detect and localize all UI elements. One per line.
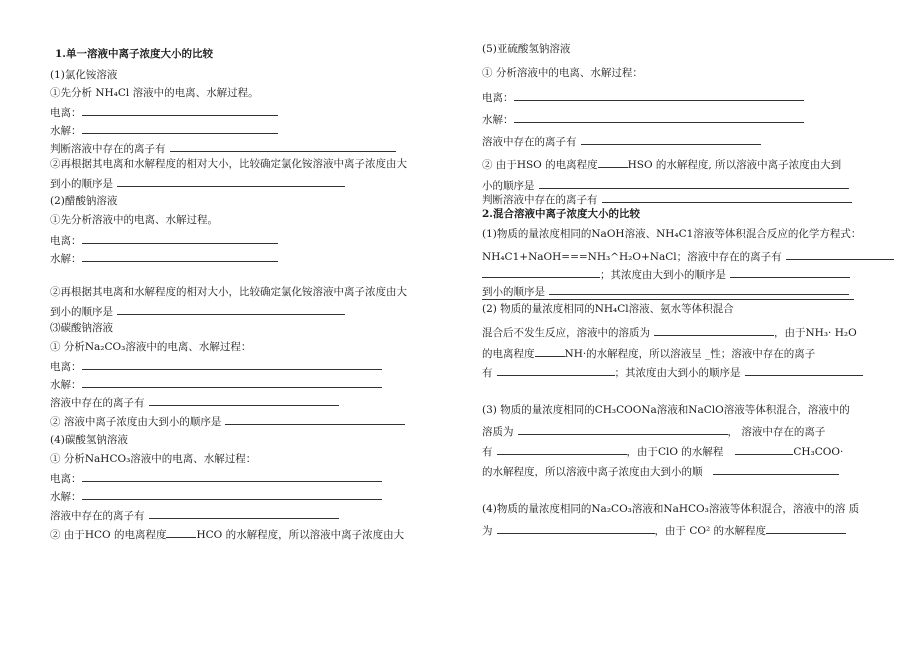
divider bbox=[482, 299, 854, 300]
item-5-step-1: ① 分析溶液中的电离、水解过程： bbox=[482, 67, 643, 79]
item-4-step-2-a: ② 由于HCO 的电离程度 bbox=[50, 529, 167, 541]
answer-blank[interactable] bbox=[654, 324, 774, 336]
ions-prompt: 判断溶液中存在的离子有 bbox=[482, 194, 598, 206]
section-1-heading: 1.单一溶液中离子浓度大小的比较 bbox=[55, 48, 213, 60]
item-5-ions-row bbox=[482, 133, 761, 149]
mix-1-question: (1)物质的量浓度相同的NaOH溶液、NH₄C1溶液等体积混合反应的化学方程式： bbox=[482, 228, 862, 240]
answer-blank[interactable] bbox=[82, 104, 278, 116]
mix-2-question: (2) 物质的量浓度相同的NH₄Cl溶液、氨水等体积混合 bbox=[482, 303, 734, 315]
item-4-ionization-row bbox=[50, 470, 382, 486]
mix-3-degree-row bbox=[482, 443, 843, 459]
mix-1-equation-row bbox=[482, 248, 894, 264]
item-1-title: (1)氯化铵溶液 bbox=[50, 69, 118, 81]
ions-prompt: 溶液中存在的离子有 bbox=[50, 397, 145, 409]
answer-blank[interactable] bbox=[497, 364, 615, 376]
answer-blank[interactable] bbox=[514, 111, 804, 123]
mix-3-solute-row bbox=[482, 423, 825, 439]
mix-1-order-prompt: ；其浓度由大到小的顺序是 bbox=[600, 269, 726, 281]
answer-blank[interactable] bbox=[598, 156, 628, 168]
item-2-title: (2)醋酸钠溶液 bbox=[50, 195, 118, 207]
answer-blank[interactable] bbox=[82, 358, 382, 370]
ionization-label: 电离： bbox=[50, 361, 82, 373]
item-5-ions-row-2 bbox=[482, 191, 852, 207]
answer-blank[interactable] bbox=[549, 283, 849, 295]
ions-prompt: 判断溶液中存在的离子有 bbox=[50, 143, 166, 155]
answer-blank[interactable] bbox=[82, 470, 382, 482]
order-prompt: ② 溶液中离子浓度由大到小的顺序是 bbox=[50, 416, 222, 428]
answer-blank[interactable] bbox=[166, 526, 196, 538]
answer-blank[interactable] bbox=[117, 303, 345, 315]
mix-1-order-row bbox=[482, 266, 850, 282]
answer-blank[interactable] bbox=[745, 364, 863, 376]
answer-blank[interactable] bbox=[82, 250, 278, 262]
mix-1-equation: NH₄C1+NaOH===NH₃^H₂O+NaCl；溶液中存在的离子有 bbox=[482, 251, 782, 263]
item-2-hydrolysis-row bbox=[50, 250, 278, 266]
mix-3-ions-prompt: ， 溶液中存在的离子 bbox=[727, 426, 826, 438]
ions-prompt: 溶液中存在的离子有 bbox=[50, 510, 145, 522]
answer-blank[interactable] bbox=[117, 175, 345, 187]
answer-blank[interactable] bbox=[497, 443, 627, 455]
item-1-hydrolysis-row bbox=[50, 122, 278, 138]
item-1-step-2: ②再根据其电离和水解程度的相对大小，比较确定氯化铵溶液中离子浓度由大 bbox=[50, 158, 407, 170]
item-1-ions-row bbox=[50, 140, 396, 156]
answer-blank[interactable] bbox=[149, 507, 339, 519]
item-2-ionization-row bbox=[50, 232, 278, 248]
hydrolysis-label: 水解： bbox=[50, 125, 82, 137]
answer-blank[interactable] bbox=[735, 443, 793, 455]
item-4-step-1: ① 分析NaHCO₃溶液中的电离、水解过程： bbox=[50, 453, 257, 465]
hydrolysis-label: 水解： bbox=[50, 253, 82, 265]
hydrolysis-label: 水解： bbox=[50, 491, 82, 503]
item-2-order-row bbox=[50, 303, 345, 319]
answer-blank[interactable] bbox=[514, 89, 804, 101]
answer-blank[interactable] bbox=[518, 423, 728, 435]
mix-3-order-row bbox=[482, 463, 839, 479]
order-prompt: 到小的顺序是 bbox=[50, 178, 113, 190]
answer-blank[interactable] bbox=[82, 122, 278, 134]
item-2-step-1: ①先分析溶液中的电离、水解过程。 bbox=[50, 214, 218, 226]
answer-blank[interactable] bbox=[766, 522, 846, 534]
order-prompt: 小的顺序是 bbox=[482, 180, 535, 192]
answer-blank[interactable] bbox=[581, 133, 761, 145]
answer-blank[interactable] bbox=[730, 266, 850, 278]
mix-2-ions-prompt: 有 bbox=[482, 367, 493, 379]
mix-2-solute-tail: ，由于NH₃· H₂O bbox=[774, 327, 857, 339]
hydrolysis-label: 水解： bbox=[482, 114, 514, 126]
mix-2-degree-row bbox=[482, 345, 815, 361]
item-3-ionization-row bbox=[50, 358, 382, 374]
section-2-heading: 2.混合溶液中离子浓度大小的比较 bbox=[482, 208, 640, 220]
answer-blank[interactable] bbox=[786, 248, 894, 260]
item-4-step-2-b: HCO 的水解程度，所以溶液中离子浓度由大 bbox=[196, 529, 405, 541]
item-5-hydrolysis-row bbox=[482, 111, 804, 127]
mix-3-degree-prompt: ，由于ClO 的水解程 bbox=[626, 446, 724, 458]
mix-3-question: (3) 物质的量浓度相同的CH₃COONa溶液和NaClO溶液等体积混合，溶液中的 bbox=[482, 404, 850, 416]
item-3-step-1: ① 分析Na₂CO₃溶液中的电离、水解过程： bbox=[50, 341, 252, 353]
answer-blank[interactable] bbox=[713, 463, 839, 475]
item-3-hydrolysis-row bbox=[50, 376, 382, 392]
mix-2-solute-row bbox=[482, 324, 857, 340]
mix-3-order-prompt: 的水解程度，所以溶液中离子浓度由大到小的顺 bbox=[482, 466, 703, 478]
mix-3-ions-lead: 有 bbox=[482, 446, 493, 458]
ionization-label: 电离： bbox=[482, 92, 514, 104]
item-2-step-2: ②再根据其电离和水解程度的相对大小，比较确定氯化铵溶液中离子浓度由大 bbox=[50, 286, 407, 298]
answer-blank[interactable] bbox=[497, 522, 655, 534]
answer-blank[interactable] bbox=[482, 266, 600, 278]
ions-prompt: 溶液中存在的离子有 bbox=[482, 136, 577, 148]
ionization-label: 电离： bbox=[50, 107, 82, 119]
answer-blank[interactable] bbox=[82, 376, 382, 388]
ionization-label: 电离： bbox=[50, 473, 82, 485]
item-1-step-1: ①先分析 NH₄Cl 溶液中的电离、水解过程。 bbox=[50, 87, 259, 99]
item-4-ions-row bbox=[50, 507, 339, 523]
item-4-title: (4)碳酸氢钠溶液 bbox=[50, 434, 128, 446]
mix-2-degree-prompt: 的电离程度 bbox=[482, 348, 535, 360]
item-5-step-2-row bbox=[482, 156, 841, 172]
item-1-order-row bbox=[50, 175, 345, 191]
mix-1-order-row-2 bbox=[482, 283, 849, 299]
answer-blank[interactable] bbox=[82, 488, 382, 500]
item-3-order-row bbox=[50, 413, 405, 429]
item-3-ions-row bbox=[50, 394, 339, 410]
mix-3-degree-tail: CH₃COO· bbox=[793, 446, 844, 458]
answer-blank[interactable] bbox=[602, 191, 852, 203]
answer-blank[interactable] bbox=[539, 177, 849, 189]
item-3-title: ⑶碳酸钠溶液 bbox=[50, 322, 113, 334]
hydrolysis-label: 水解： bbox=[50, 379, 82, 391]
answer-blank[interactable] bbox=[149, 394, 339, 406]
ionization-label: 电离： bbox=[50, 235, 82, 247]
mix-4-degree-prompt: ，由于 CO² 的水解程度 bbox=[654, 525, 767, 537]
answer-blank[interactable] bbox=[535, 345, 565, 357]
mix-2-ions-row bbox=[482, 364, 863, 380]
order-prompt: 到小的顺序是 bbox=[482, 286, 545, 298]
mix-4-solute-row bbox=[482, 522, 846, 538]
order-prompt: 到小的顺序是 bbox=[50, 306, 113, 318]
answer-blank[interactable] bbox=[170, 140, 396, 152]
item-5-step-2-a: ② 由于HSO 的电离程度 bbox=[482, 159, 598, 171]
item-5-step-2-b: HSO 的水解程度, 所以溶液中离子浓度由大到 bbox=[627, 159, 842, 171]
answer-blank[interactable] bbox=[225, 413, 405, 425]
item-5-title: (5)亚硫酸氢钠溶液 bbox=[482, 43, 571, 55]
item-4-hydrolysis-row bbox=[50, 488, 382, 504]
mix-4-question: (4)物质的量浓度相同的Na₂CO₃溶液和NaHCO₃溶液等体积混合，溶液中的溶 质 bbox=[482, 503, 860, 515]
mix-2-degree-tail: NH·的水解程度，所以溶液呈 _性；溶液中存在的离子 bbox=[564, 348, 816, 360]
mix-3-solute-prompt: 溶质为 bbox=[482, 426, 514, 438]
item-5-ionization-row bbox=[482, 89, 804, 105]
item-1-ionization-row bbox=[50, 104, 278, 120]
answer-blank[interactable] bbox=[82, 232, 278, 244]
mix-2-solute-prompt: 混合后不发生反应，溶液中的溶质为 bbox=[482, 327, 650, 339]
item-4-step-2-row bbox=[50, 526, 404, 542]
mix-2-order-prompt: ；其浓度由大到小的顺序是 bbox=[614, 367, 741, 379]
mix-4-solute-prompt: 为 bbox=[482, 525, 493, 537]
